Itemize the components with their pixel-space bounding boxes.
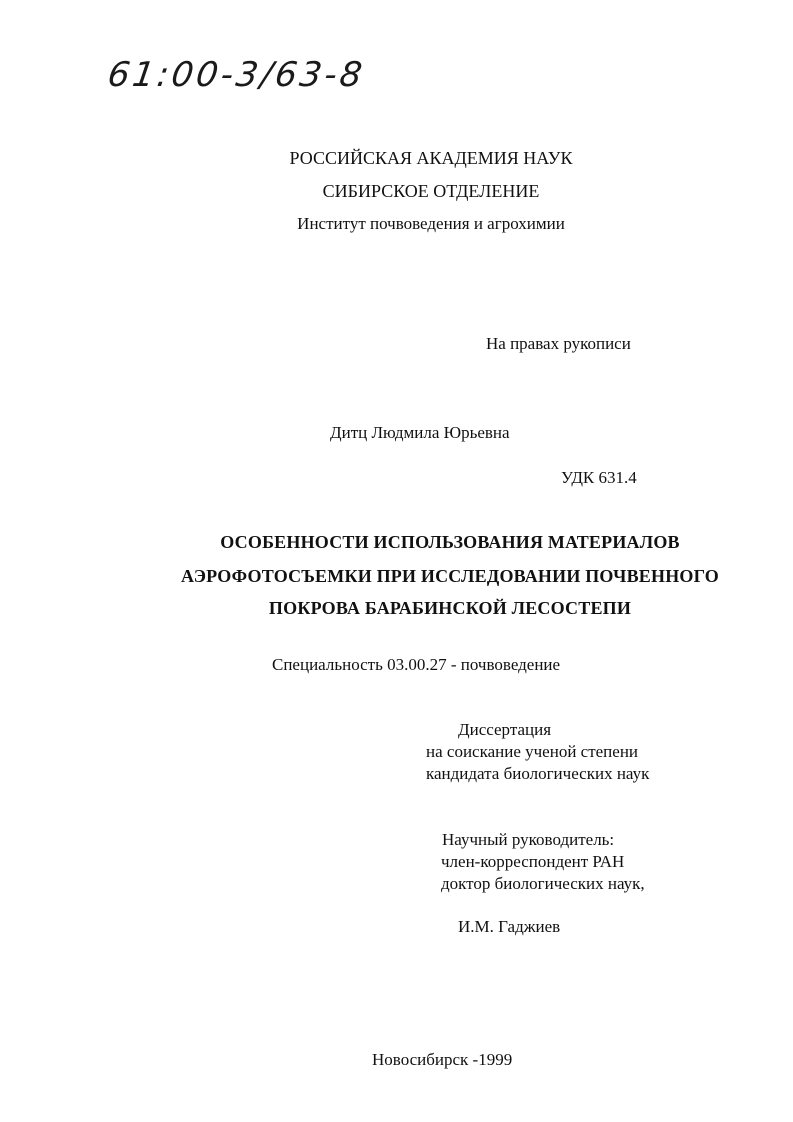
supervisor-degree: доктор биологических наук, <box>441 874 645 893</box>
degree-name: кандидата биологических наук <box>426 764 650 783</box>
dissertation-label: Диссертация <box>458 720 552 739</box>
udk-code: УДК 631.4 <box>561 468 637 487</box>
supervisor-label: Научный руководитель: <box>442 830 615 849</box>
thesis-title-line-3: ПОКРОВА БАРАБИНСКОЙ ЛЕСОСТЕПИ <box>268 598 632 618</box>
manuscript-rights-note: На правах рукописи <box>486 334 631 353</box>
supervisor-name: И.М. Гаджиев <box>458 917 561 936</box>
degree-purpose: на соискание ученой степени <box>426 742 639 761</box>
thesis-title-line-1: ОСОБЕННОСТИ ИСПОЛЬЗОВАНИЯ МАТЕРИАЛОВ <box>220 532 680 552</box>
author-name: Дитц Людмила Юрьевна <box>330 423 510 442</box>
specialty-line: Специальность 03.00.27 - почвоведение <box>272 655 561 674</box>
archive-number-handwritten: 61:00-3/63-8 <box>105 55 368 95</box>
place-and-year: Новосибирск -1999 <box>372 1050 513 1069</box>
thesis-title-line-2: АЭРОФОТОСЪЕМКИ ПРИ ИССЛЕДОВАНИИ ПОЧВЕННОГО <box>180 566 720 586</box>
branch-heading: СИБИРСКОЕ ОТДЕЛЕНИЕ <box>322 181 540 201</box>
institute-name: Институт почвоведения и агрохимии <box>297 214 565 233</box>
academy-heading: РОССИЙСКАЯ АКАДЕМИЯ НАУК <box>289 148 573 168</box>
supervisor-rank: член-корреспондент РАН <box>441 852 625 871</box>
